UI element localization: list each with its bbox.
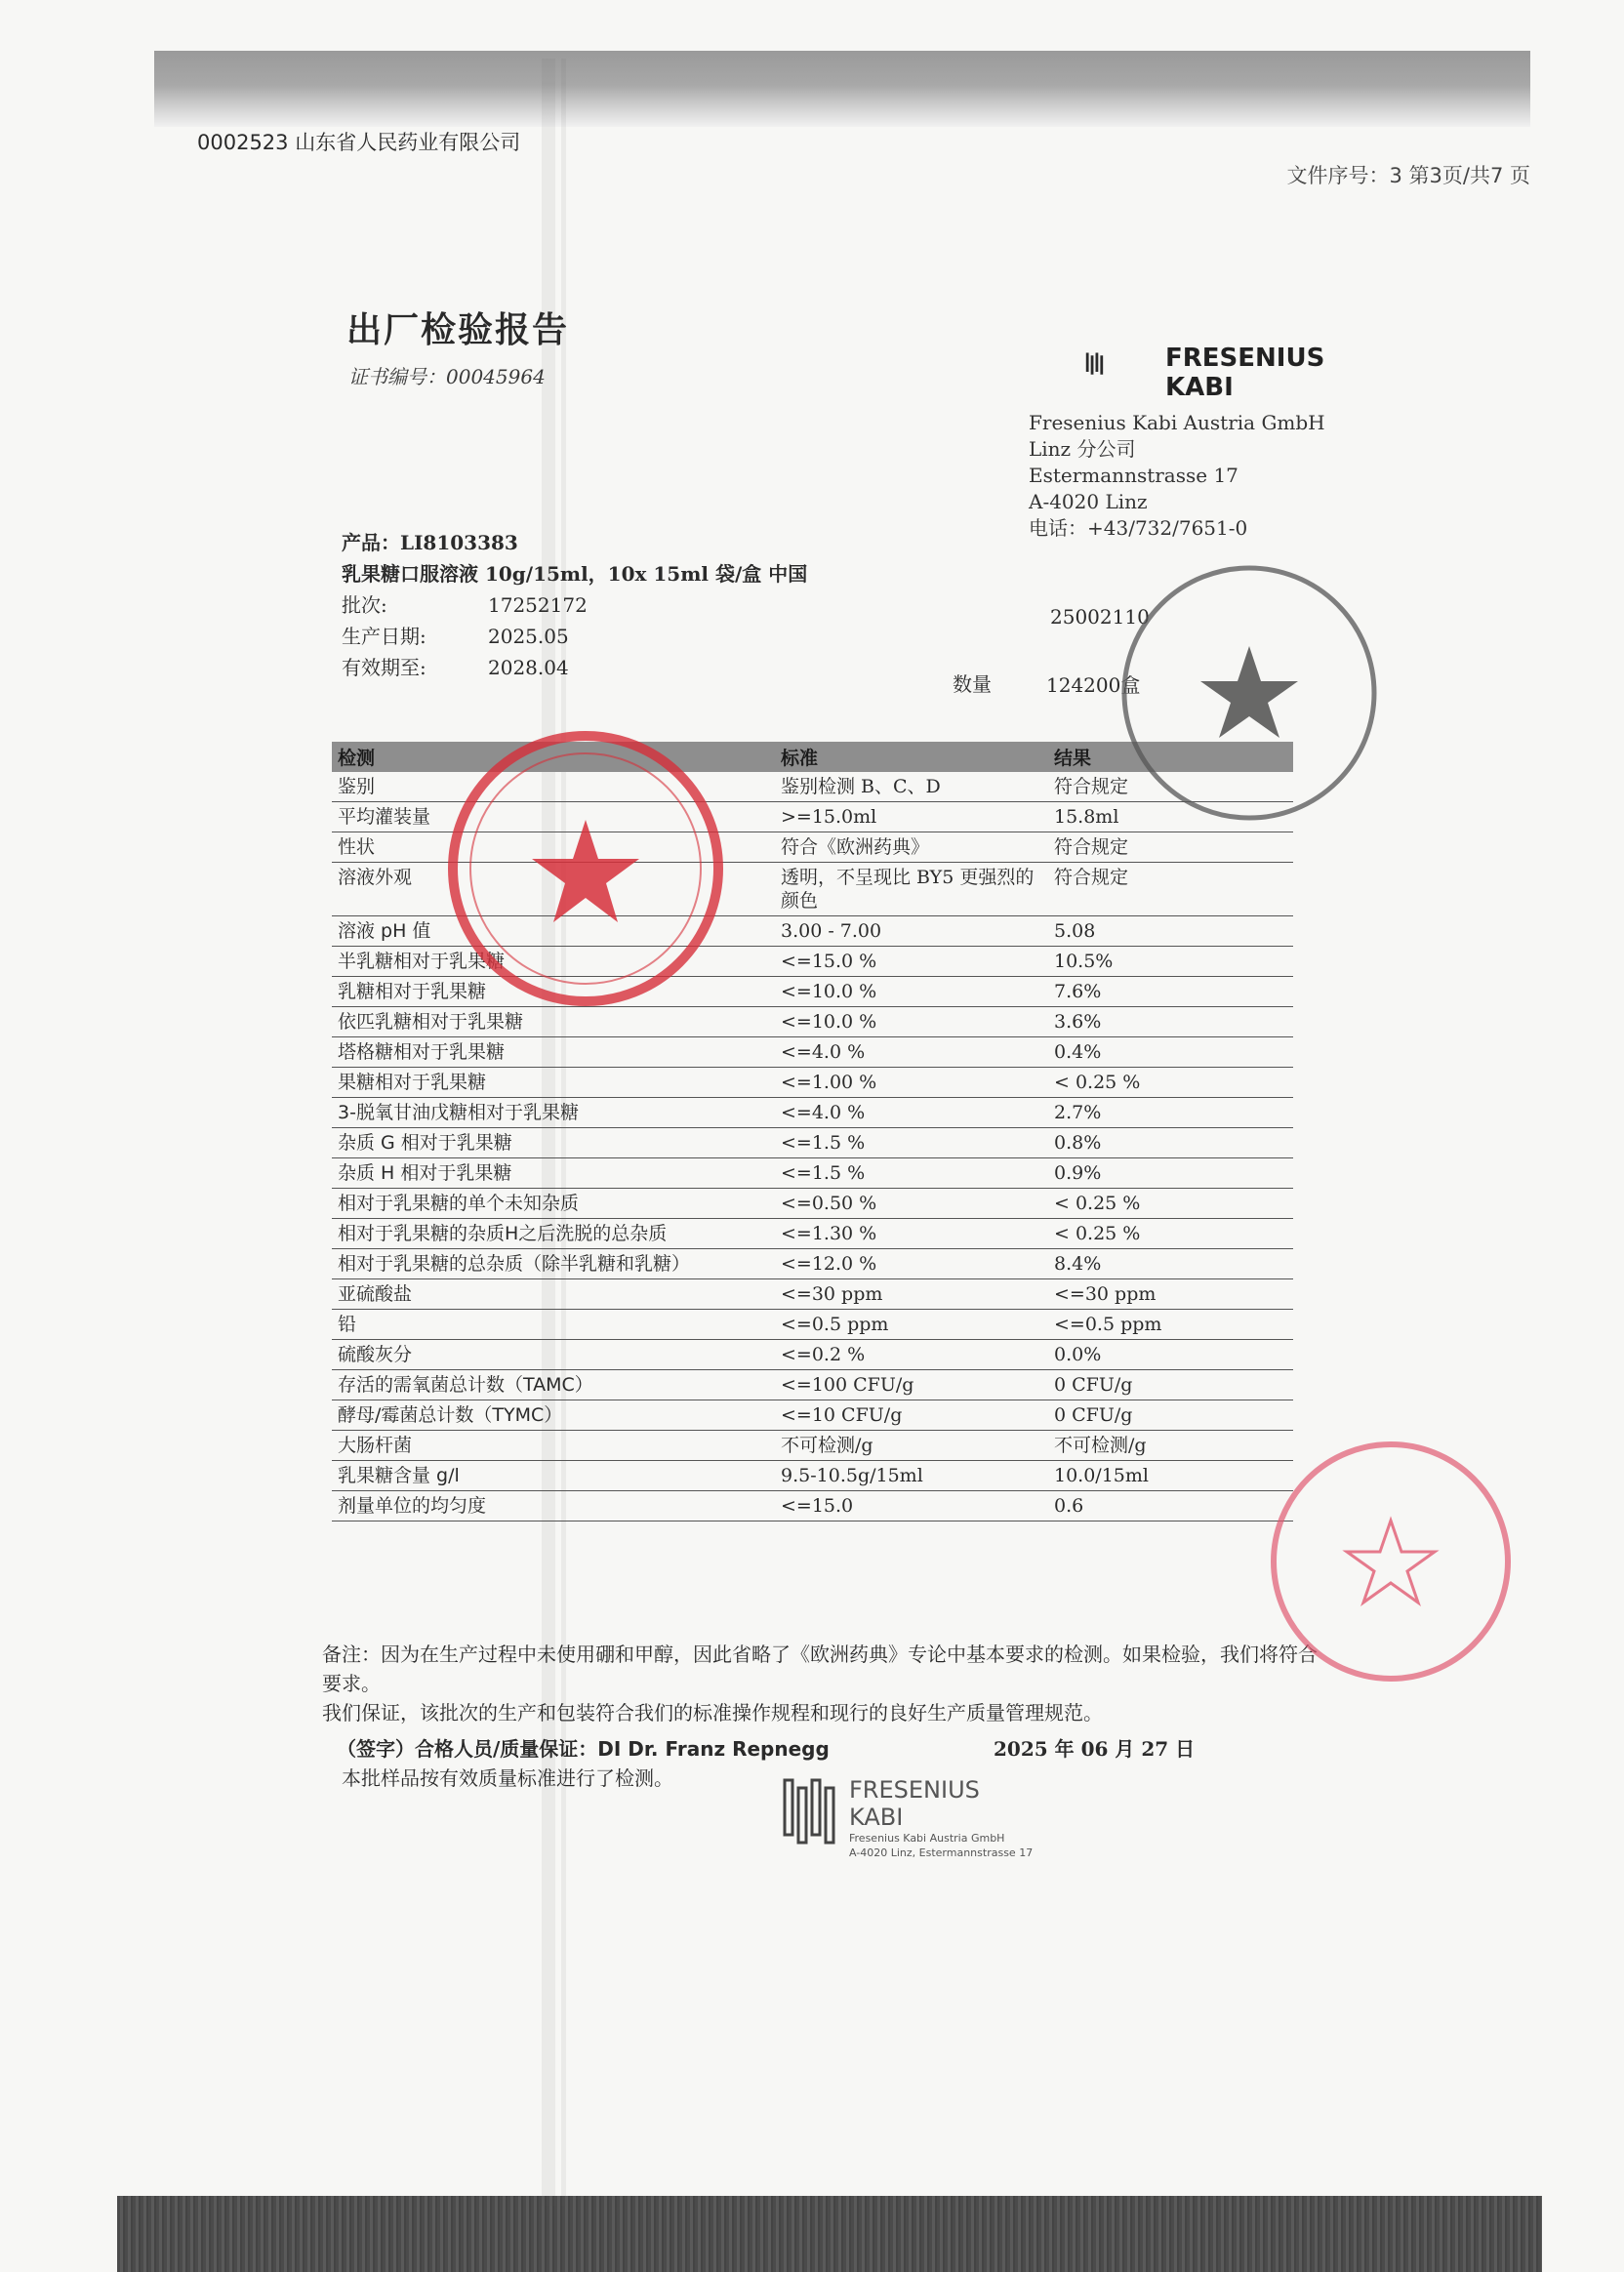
table-row: [332, 1007, 1293, 1037]
red-seal-stamp-icon: [1264, 1435, 1518, 1688]
test-name-cell: 依匹乳糖相对于乳果糖: [332, 1007, 775, 1037]
file-number: 文件序号：3 第3页/共7 页: [1286, 164, 1530, 187]
standard-cell: >=15.0ml: [775, 802, 1048, 832]
standard-cell: <=10 CFU/g: [775, 1400, 1048, 1431]
test-name-cell: 乳果糖含量 g/l: [332, 1461, 775, 1491]
table-row: [332, 1431, 1293, 1461]
standard-cell: <=0.50 %: [775, 1189, 1048, 1219]
result-cell: 符合规定: [1048, 863, 1293, 916]
result-cell: <=30 ppm: [1048, 1279, 1293, 1310]
table-row: [332, 1068, 1293, 1098]
result-cell: < 0.25 %: [1048, 1189, 1293, 1219]
result-cell: 0.0%: [1048, 1340, 1293, 1370]
test-name-cell: 存活的需氧菌总计数（TAMC）: [332, 1370, 775, 1400]
company-line: Fresenius Kabi Austria GmbH: [1029, 411, 1325, 434]
logo-stamp-line: FRESENIUS: [849, 1776, 980, 1804]
test-name-cell: 相对于乳果糖的总杂质（除半乳糖和乳糖）: [332, 1249, 775, 1279]
signature-line: （签字）合格人员/质量保证：DI Dr. Franz Repnegg: [337, 1737, 830, 1761]
test-name-cell: 性状: [332, 832, 775, 863]
test-name-cell: 鉴别: [332, 772, 775, 802]
logo-line1: FRESENIUS: [1165, 344, 1325, 373]
result-cell: 0 CFU/g: [1048, 1400, 1293, 1431]
table-row: [332, 1037, 1293, 1068]
table-row: [332, 1461, 1293, 1491]
result-cell: 10.0/15ml: [1048, 1461, 1293, 1491]
test-name-cell: 半乳糖相对于乳果糖: [332, 947, 775, 977]
standard-cell: 3.00 - 7.00: [775, 916, 1048, 947]
scan-top-bar: [154, 51, 1530, 127]
result-cell: 7.6%: [1048, 977, 1293, 1007]
remark: 备注：因为在生产过程中未使用硼和甲醇，因此省略了《欧洲药典》专论中基本要求的检测。如果检验，我们将符合要求。: [322, 1643, 1318, 1695]
standard-cell: <=0.2 %: [775, 1340, 1048, 1370]
standard-cell: <=10.0 %: [775, 977, 1048, 1007]
result-cell: < 0.25 %: [1048, 1068, 1293, 1098]
standard-cell: 透明，不呈现比 BY5 更强烈的颜色: [775, 863, 1048, 916]
standard-cell: 符合《欧洲药典》: [775, 832, 1048, 863]
standard-cell: 鉴别检测 B、C、D: [775, 772, 1048, 802]
test-name-cell: 果糖相对于乳果糖: [332, 1068, 775, 1098]
product-code-label: 产品：: [342, 531, 400, 554]
header-standard: 标准: [775, 742, 1048, 772]
mfg-value: 2025.05: [488, 625, 569, 648]
company-address: [1029, 410, 1325, 542]
report-title: 出厂检验报告: [346, 310, 570, 350]
company-line: Estermannstrasse 17: [1029, 464, 1238, 487]
header-result: 结果: [1048, 742, 1293, 772]
order-number: 25002110: [1050, 605, 1150, 629]
table-row: [332, 1400, 1293, 1431]
standard-cell: <=10.0 %: [775, 1007, 1048, 1037]
test-name-cell: 酵母/霉菌总计数（TYMC）: [332, 1400, 775, 1431]
exp-value: 2028.04: [488, 656, 569, 679]
certificate-number: 证书编号：00045964: [348, 365, 546, 388]
result-cell: 10.5%: [1048, 947, 1293, 977]
result-cell: 符合规定: [1048, 772, 1293, 802]
quantity-label: 数量: [953, 672, 992, 696]
guarantee: 我们保证，该批次的生产和包装符合我们的标准操作规程和现行的良好生产质量管理规范。: [322, 1701, 1103, 1724]
company-line: A-4020 Linz: [1029, 490, 1148, 513]
test-name-cell: 溶液 pH 值: [332, 916, 775, 947]
product-code-row: [342, 527, 807, 558]
test-name-cell: 相对于乳果糖的杂质H之后洗脱的总杂质: [332, 1219, 775, 1249]
result-cell: 0.6: [1048, 1491, 1293, 1521]
standard-cell: 9.5-10.5g/15ml: [775, 1461, 1048, 1491]
signature-date: 2025 年 06 月 27 日: [994, 1737, 1196, 1761]
standard-cell: <=15.0: [775, 1491, 1048, 1521]
standard-cell: <=1.00 %: [775, 1068, 1048, 1098]
standard-cell: <=1.30 %: [775, 1219, 1048, 1249]
table-row: [332, 1491, 1293, 1521]
result-cell: 15.8ml: [1048, 802, 1293, 832]
result-cell: < 0.25 %: [1048, 1219, 1293, 1249]
result-cell: 0.9%: [1048, 1158, 1293, 1189]
mfg-row: [342, 621, 807, 652]
test-name-cell: 铅: [332, 1310, 775, 1340]
quantity-value: 124200盒: [1046, 673, 1141, 697]
standard-cell: <=30 ppm: [775, 1279, 1048, 1310]
test-name-cell: 杂质 H 相对于乳果糖: [332, 1158, 775, 1189]
test-name-cell: 亚硫酸盐: [332, 1279, 775, 1310]
test-name-cell: 3-脱氧甘油戊糖相对于乳果糖: [332, 1098, 775, 1128]
logo-line2: KABI: [1165, 373, 1234, 402]
table-row: [332, 1370, 1293, 1400]
table-row: [332, 1098, 1293, 1128]
test-name-cell: 杂质 G 相对于乳果糖: [332, 1128, 775, 1158]
result-cell: 0 CFU/g: [1048, 1370, 1293, 1400]
table-row: [332, 1219, 1293, 1249]
exp-label: 有效期至:: [342, 656, 426, 679]
table-row: [332, 1249, 1293, 1279]
mfg-label: 生产日期:: [342, 625, 426, 648]
result-cell: <=0.5 ppm: [1048, 1310, 1293, 1340]
standard-cell: <=100 CFU/g: [775, 1370, 1048, 1400]
exp-row: [342, 652, 807, 683]
gray-seal-stamp-icon: [1113, 556, 1386, 830]
table-row: [332, 1279, 1293, 1310]
fresenius-logo-icon: [1083, 326, 1161, 404]
result-cell: 3.6%: [1048, 1007, 1293, 1037]
standard-cell: 不可检测/g: [775, 1431, 1048, 1461]
result-cell: 0.4%: [1048, 1037, 1293, 1068]
company-line: Linz 分公司: [1029, 437, 1136, 461]
company-line: 电话：+43/732/7651-0: [1029, 516, 1248, 540]
standard-cell: <=12.0 %: [775, 1249, 1048, 1279]
table-row: [332, 1128, 1293, 1158]
result-cell: 8.4%: [1048, 1249, 1293, 1279]
standard-cell: <=0.5 ppm: [775, 1310, 1048, 1340]
red-seal-stamp-icon: [444, 727, 727, 1010]
footer-note: 本批样品按有效质量标准进行了检测。: [342, 1766, 673, 1790]
result-cell: 符合规定: [1048, 832, 1293, 863]
result-cell: 5.08: [1048, 916, 1293, 947]
test-name-cell: 塔格糖相对于乳果糖: [332, 1037, 775, 1068]
test-name-cell: 溶液外观: [332, 863, 775, 916]
product-info: [342, 527, 807, 683]
batch-label: 批次:: [342, 593, 387, 617]
test-name-cell: 平均灌装量: [332, 802, 775, 832]
notes: [322, 1640, 1318, 1727]
standard-cell: <=1.5 %: [775, 1158, 1048, 1189]
batch-row: [342, 589, 807, 621]
result-cell: 2.7%: [1048, 1098, 1293, 1128]
product-name: 乳果糖口服溶液 10g/15ml，10x 15ml 袋/盒 中国: [342, 562, 808, 586]
standard-cell: <=4.0 %: [775, 1098, 1048, 1128]
test-name-cell: 乳糖相对于乳果糖: [332, 977, 775, 1007]
table-row: [332, 1340, 1293, 1370]
test-name-cell: 相对于乳果糖的单个未知杂质: [332, 1189, 775, 1219]
header-company: 0002523 山东省人民药业有限公司: [197, 131, 521, 154]
standard-cell: <=15.0 %: [775, 947, 1048, 977]
test-name-cell: 大肠杆菌: [332, 1431, 775, 1461]
scan-bottom-bar: [117, 2196, 1542, 2272]
test-name-cell: 硫酸灰分: [332, 1340, 775, 1370]
logo-stamp-line: KABI: [849, 1804, 904, 1831]
logo-stamp-text: [849, 1776, 1033, 1860]
table-row: [332, 1189, 1293, 1219]
table-row: [332, 1310, 1293, 1340]
table-row: [332, 1158, 1293, 1189]
product-code: LI8103383: [400, 531, 518, 554]
header-test: 检测: [332, 742, 775, 772]
result-cell: 0.8%: [1048, 1128, 1293, 1158]
fresenius-logo-icon: [781, 1776, 839, 1845]
logo-stamp-line: Fresenius Kabi Austria GmbH: [849, 1832, 1005, 1845]
standard-cell: <=1.5 %: [775, 1128, 1048, 1158]
standard-cell: <=4.0 %: [775, 1037, 1048, 1068]
logo-wordmark: [1165, 344, 1324, 402]
logo-stamp-line: A-4020 Linz, Estermannstrasse 17: [849, 1846, 1034, 1859]
result-cell: 不可检测/g: [1048, 1431, 1293, 1461]
batch-value: 17252172: [488, 593, 588, 617]
test-name-cell: 剂量单位的均匀度: [332, 1491, 775, 1521]
